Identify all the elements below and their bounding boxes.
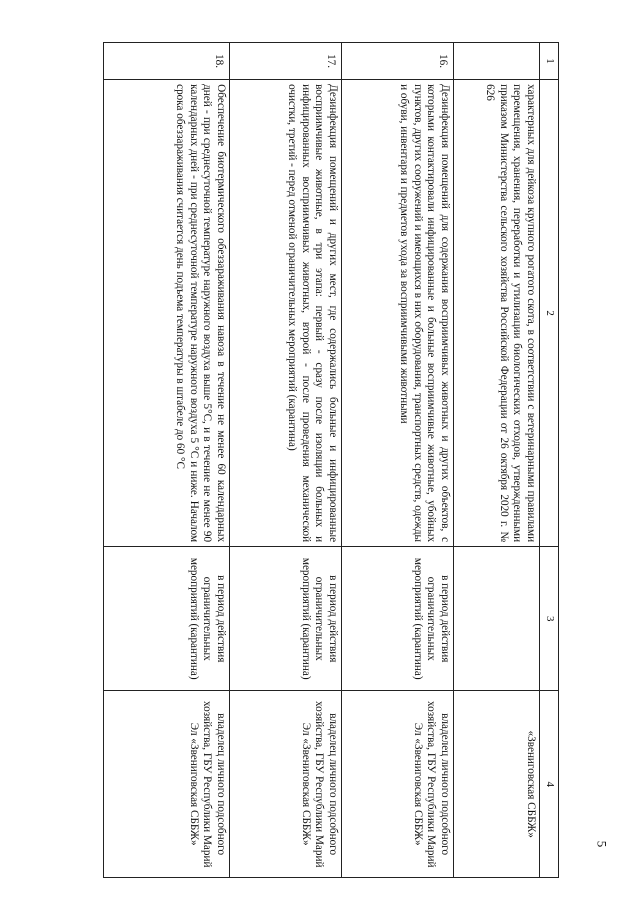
- row-number: 17.: [229, 43, 341, 80]
- measure-description: характерных для дейкоза крупного рогатого скота, в соответствии с ветеринарными правилами перемещения, хранения, переработки и утилизации биологических отходов, утвержденными приказом Министерства сельского хозяйства Российской Федерации от 26 октября 2020 г. № 626: [453, 80, 539, 547]
- measure-description: Дезинфекция помещений и других мест, где содержались больные и инфицированные восприимчивые животные, в три этапа: первый - сразу после изоляции больных и инфицированных восприимчивых животных, второй - после проведения механической очистки, третий - перед отменой ограничительных мероприятий (карантина): [229, 80, 341, 547]
- rotated-sheet: [91, 42, 559, 878]
- table-row: [341, 43, 453, 878]
- table-row: [453, 43, 539, 878]
- measure-responsible: владелец личного подсобного хозяйства, ГБУ Республики Марий Эл «Звениговская СББЖ»: [229, 691, 341, 878]
- table-row: [103, 43, 229, 878]
- measure-responsible: владелец личного подсобного хозяйства, ГБУ Республики Марий Эл «Звениговская СББЖ»: [103, 691, 229, 878]
- measure-period: в период действия ограничительных мероприятий (карантина): [229, 547, 341, 691]
- measure-responsible: владелец личного подсобного хозяйства, ГБУ Республики Марий Эл «Звениговская СББЖ»: [341, 691, 453, 878]
- measure-responsible: «Звениговская СББЖ»: [453, 691, 539, 878]
- measure-description: Обеспечение биотермического обеззараживания навоза в течение не менее 60 календарных дней - при среднесуточной температуре наружного воздуха выше 5°С, и в течение не менее 90 календарных дней - при среднесуточной температуре наружного воздуха 5 °С и ниже. Началом срока обеззараживания считается день подъема температуры в штабеле до 60 °С: [103, 80, 229, 547]
- header-cell-4: 4: [539, 691, 558, 878]
- table-row: [229, 43, 341, 878]
- measure-period: [453, 547, 539, 691]
- header-cell-1: 1: [539, 43, 558, 80]
- measure-description: Дезинфекция помещений для содержания восприимчивых животных и других объектов, с которыми контактировали инфицированные и больные восприимчивые животные, убойных пунктов, других сооружений и имеющихся в них оборудования, транспортных средств, одежды и обуви, инвентаря и предметов ухода за восприимчивыми животными: [341, 80, 453, 547]
- header-cell-2: 2: [539, 80, 558, 547]
- header-cell-3: 3: [539, 547, 558, 691]
- measures-table: [103, 42, 559, 878]
- measure-period: в период действия ограничительных мероприятий (карантина): [103, 547, 229, 691]
- page-number: 5: [594, 840, 610, 848]
- table-header-row: [539, 43, 558, 878]
- row-number: 16.: [341, 43, 453, 80]
- row-number: 18.: [103, 43, 229, 80]
- measure-period: в период действия ограничительных мероприятий (карантина): [341, 547, 453, 691]
- row-number: [453, 43, 539, 80]
